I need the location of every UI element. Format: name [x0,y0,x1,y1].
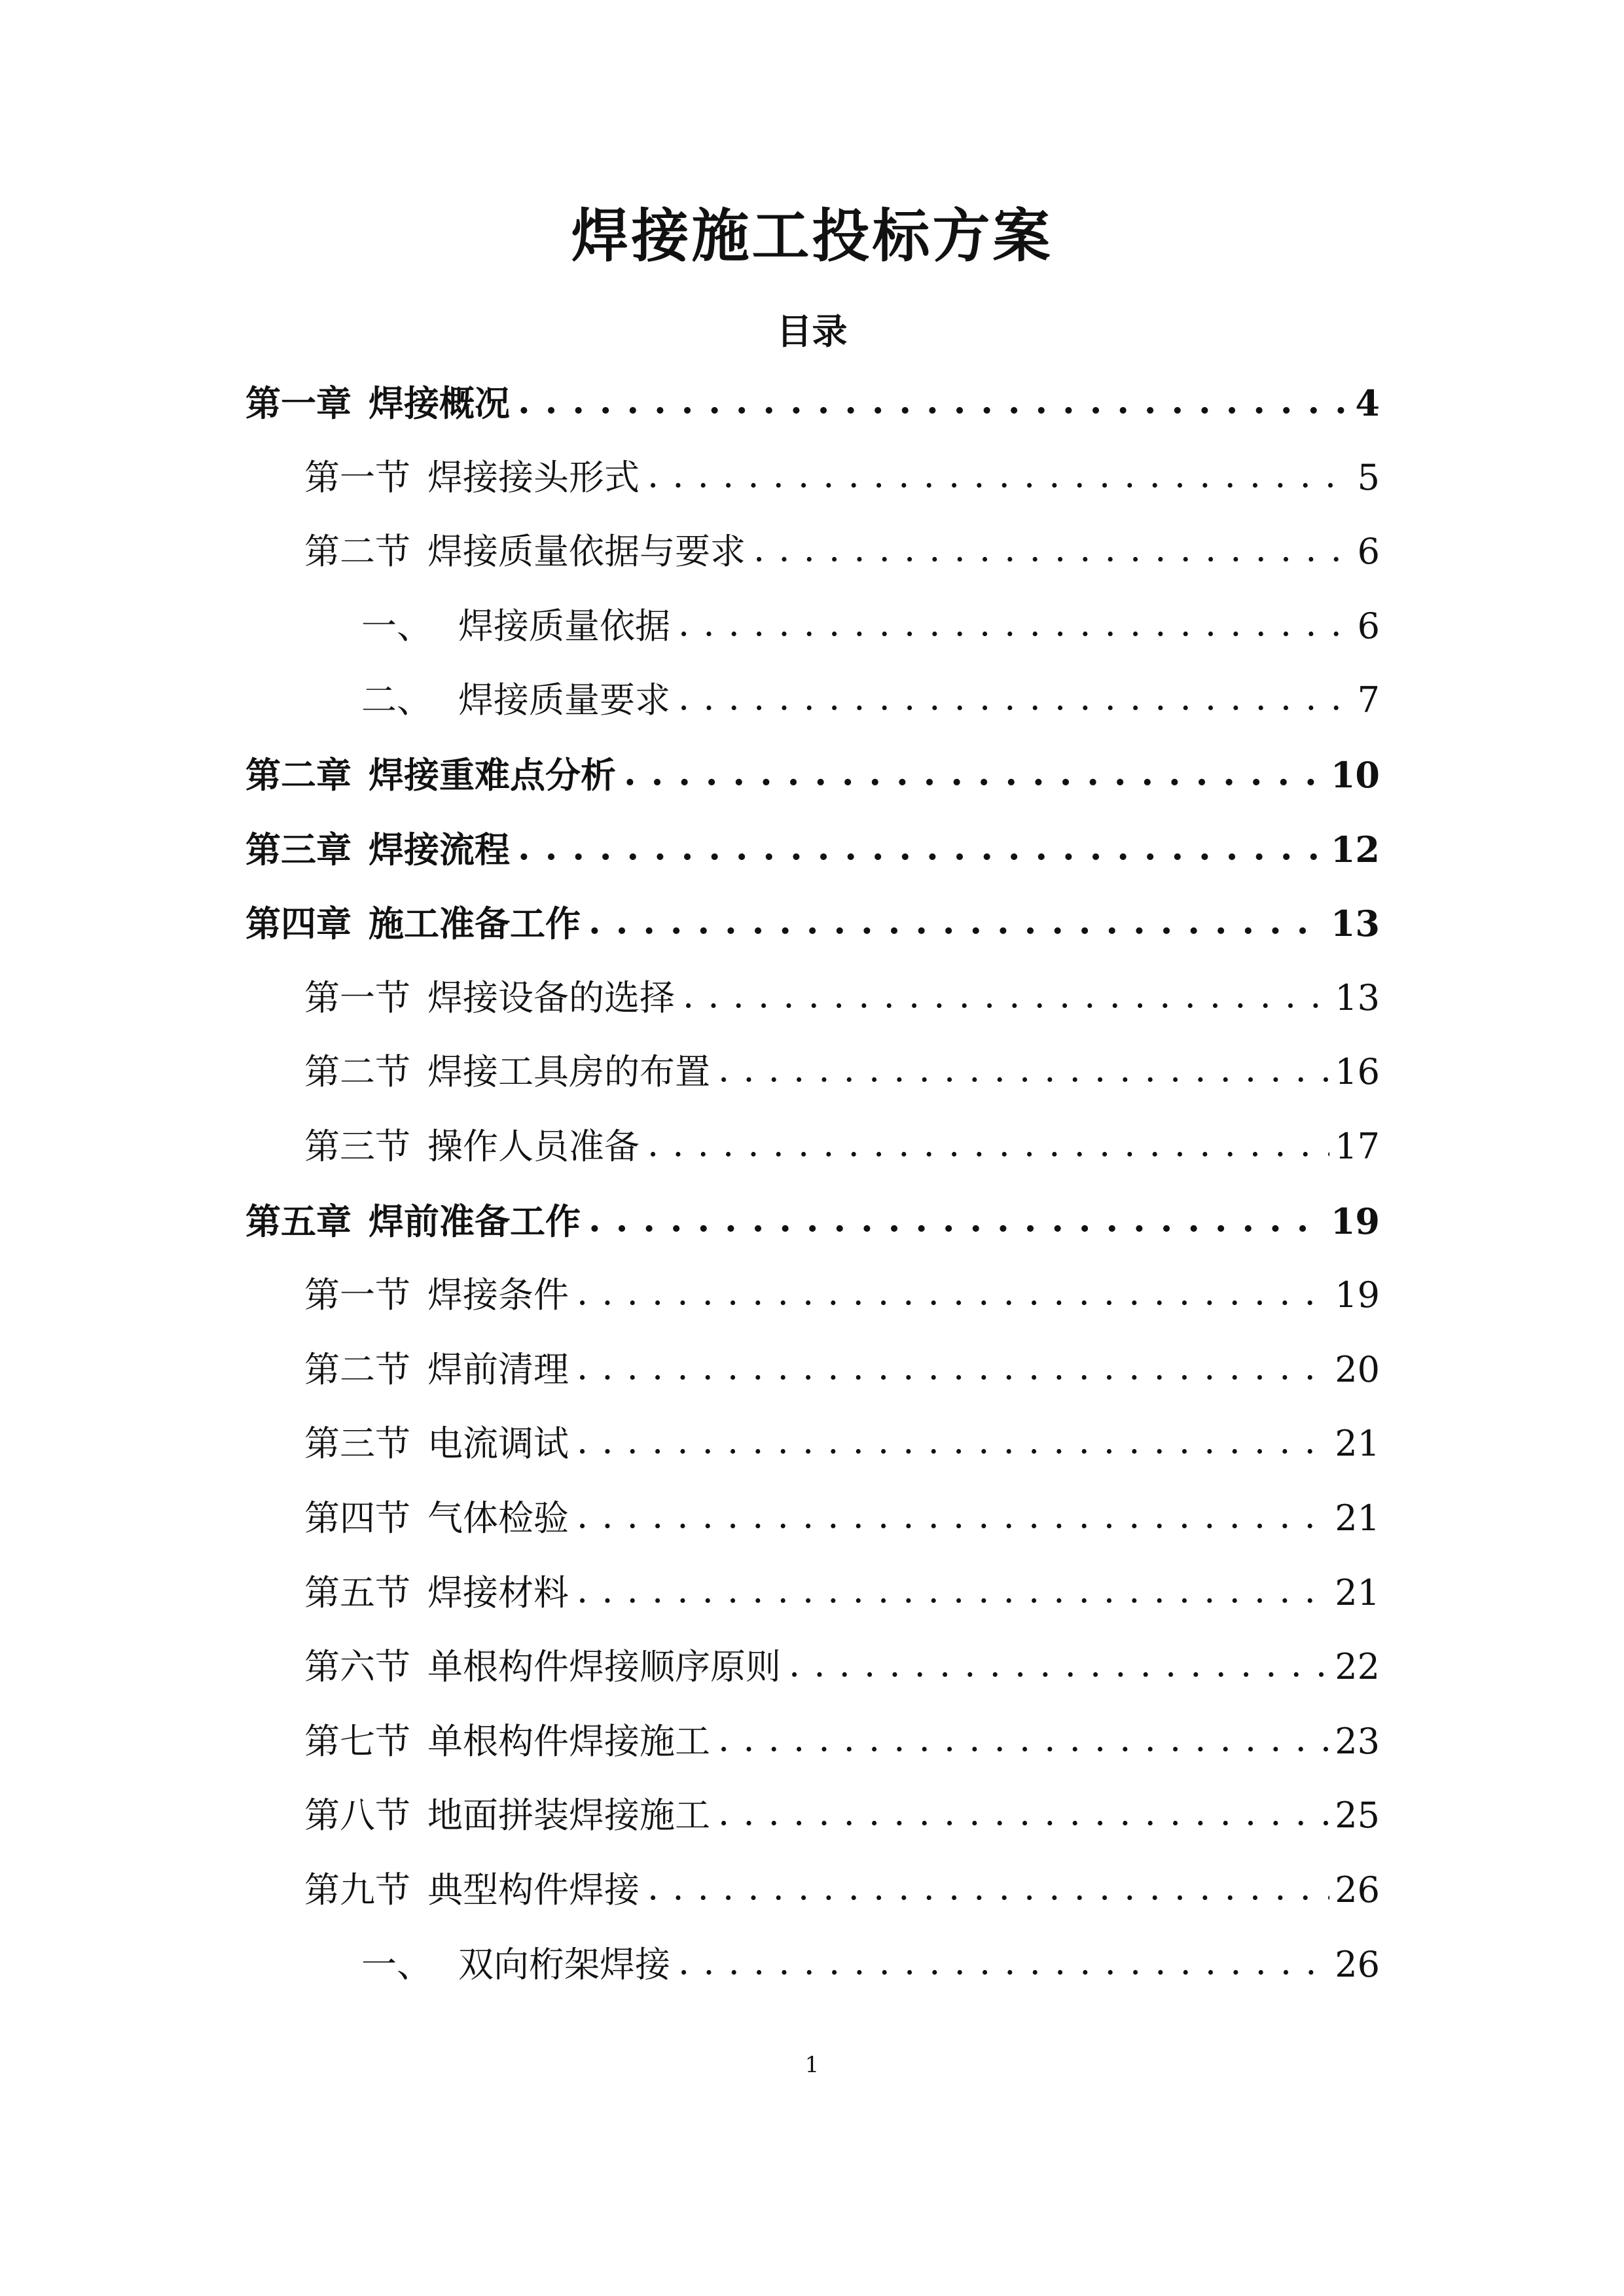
toc-entry-number: 第一节 [304,457,410,498]
toc-entry[interactable] [245,897,1380,950]
toc-entry[interactable] [304,1641,1380,1693]
toc-entry-title: 单根构件焊接施工 [427,1721,710,1762]
toc-entry-page: 21 [1335,1572,1380,1613]
toc-entry[interactable] [304,1789,1380,1842]
toc-leader-dots [718,1787,1329,1839]
toc-leader-dots [577,1490,1329,1542]
toc-entry-page: 22 [1335,1646,1380,1687]
toc-entry-number: 第五章 [245,1200,352,1242]
toc-entry-title: 焊接材料 [427,1572,569,1613]
toc-entry-number: 第二节 [304,531,410,572]
toc-entry[interactable] [304,1715,1380,1768]
toc-entry-number: 第一节 [304,1274,410,1316]
toc-entry-page: 13 [1330,903,1380,944]
toc-entry-title: 典型构件焊接 [427,1869,640,1910]
toc-entry-title: 焊前清理 [427,1349,569,1390]
toc-leader-dots [518,374,1350,427]
toc-entry-number: 第三节 [304,1423,410,1464]
toc-entry[interactable] [304,526,1380,578]
toc-entry-page: 23 [1335,1721,1380,1762]
toc-leader-dots [718,1713,1329,1765]
toc-entry-title: 焊接质量要求 [458,679,670,721]
toc-entry-title: 焊前准备工作 [369,1200,581,1242]
toc-leader-dots [683,969,1329,1022]
toc-entry-number: 第八节 [304,1795,410,1836]
toc-entry[interactable] [245,1195,1380,1247]
toc-entry-title: 单根构件焊接顺序原则 [427,1646,781,1687]
toc-leader-dots [718,1043,1329,1096]
toc-entry-page: 16 [1335,1051,1380,1092]
toc-entry-number: 第三节 [304,1126,410,1167]
toc-entry-title: 焊接重难点分析 [369,754,616,796]
toc-entry-number: 第七节 [304,1721,410,1762]
toc-entry-page: 4 [1355,382,1380,424]
toc-entry-page: 6 [1357,531,1380,572]
toc-entry[interactable] [304,452,1380,504]
toc-entry[interactable] [245,377,1380,429]
toc-entry-page: 12 [1330,829,1380,870]
toc-entry-page: 19 [1335,1274,1380,1316]
toc-entry-number: 一、 [361,605,432,647]
toc-leader-dots [753,523,1352,575]
toc-leader-dots [647,1118,1329,1170]
toc-leader-dots [647,1861,1329,1914]
toc-entry-page: 10 [1330,754,1380,796]
toc-entry-number: 二、 [361,679,432,721]
toc-entry-page: 7 [1357,679,1380,721]
toc-leader-dots [518,821,1326,873]
toc-entry-title: 地面拼装焊接施工 [427,1795,710,1836]
toc-entry-number: 第二章 [245,754,352,796]
toc-entry[interactable] [304,1344,1380,1396]
toc-entry-page: 5 [1357,457,1380,498]
toc-entry-page: 20 [1335,1349,1380,1390]
toc-entry-number: 第九节 [304,1869,410,1910]
toc-leader-dots [588,895,1326,947]
toc-entry-title: 焊接设备的选择 [427,977,675,1018]
toc-entry-title: 焊接条件 [427,1274,569,1316]
toc-entry[interactable] [304,1121,1380,1173]
toc-entry-title: 施工准备工作 [369,903,581,944]
toc-entry-title: 焊接质量依据 [458,605,670,647]
toc-entry-page: 21 [1335,1423,1380,1464]
toc-leader-dots [789,1638,1329,1691]
toc-leader-dots [678,672,1352,724]
toc-entry[interactable] [245,823,1380,876]
toc-entry-title: 气体检验 [427,1498,569,1539]
toc-entry-number: 第一节 [304,977,410,1018]
toc-entry[interactable] [304,1046,1380,1098]
toc-entry-title: 焊接工具房的布置 [427,1051,710,1092]
toc-entry-number: 第三章 [245,829,352,870]
toc-entry[interactable] [304,972,1380,1024]
toc-entry-page: 26 [1335,1944,1380,1985]
toc-entry[interactable] [304,1269,1380,1321]
toc-leader-dots [678,598,1352,650]
toc-entry[interactable] [361,674,1380,726]
toc-leader-dots [577,1266,1329,1319]
toc-entry-page: 21 [1335,1498,1380,1539]
toc-entry-page: 19 [1330,1200,1380,1242]
toc-entry-page: 26 [1335,1869,1380,1910]
toc-entry-page: 13 [1335,977,1380,1018]
toc-entry-page: 17 [1335,1126,1380,1167]
page-number: 1 [804,2052,820,2078]
toc-entry-page: 6 [1357,605,1380,647]
toc-entry[interactable] [361,1939,1380,1991]
toc-entry-number: 第四节 [304,1498,410,1539]
toc-entry-page: 25 [1335,1795,1380,1836]
toc-entry[interactable] [304,1492,1380,1545]
toc-entry-title: 焊接概况 [369,382,510,424]
toc-entry[interactable] [304,1418,1380,1470]
toc-entry[interactable] [304,1864,1380,1916]
toc-leader-dots [678,1936,1329,1988]
toc-entry-number: 第六节 [304,1646,410,1687]
toc-heading: 目录 [776,310,848,352]
toc-entry-number: 一、 [361,1944,432,1985]
toc-leader-dots [577,1415,1329,1467]
toc-entry[interactable] [361,600,1380,653]
toc-entry-number: 第一章 [245,382,352,424]
toc-entry-title: 电流调试 [427,1423,569,1464]
toc-entry-number: 第二节 [304,1349,410,1390]
toc-entry[interactable] [245,749,1380,801]
document-title: 焊接施工投标方案 [571,202,1053,270]
toc-leader-dots [577,1341,1329,1393]
toc-entry-number: 第五节 [304,1572,410,1613]
toc-entry-title: 双向桁架焊接 [458,1944,670,1985]
toc-entry-title: 焊接接头形式 [427,457,640,498]
toc-leader-dots [647,449,1352,501]
toc-entry-number: 第四章 [245,903,352,944]
toc-leader-dots [624,746,1326,798]
toc-entry-number: 第二节 [304,1051,410,1092]
toc-entry-title: 焊接流程 [369,829,510,870]
toc-leader-dots [577,1564,1329,1617]
toc-leader-dots [588,1193,1326,1245]
toc-entry[interactable] [304,1567,1380,1619]
toc-entry-title: 操作人员准备 [427,1126,640,1167]
toc-entry-title: 焊接质量依据与要求 [427,531,746,572]
